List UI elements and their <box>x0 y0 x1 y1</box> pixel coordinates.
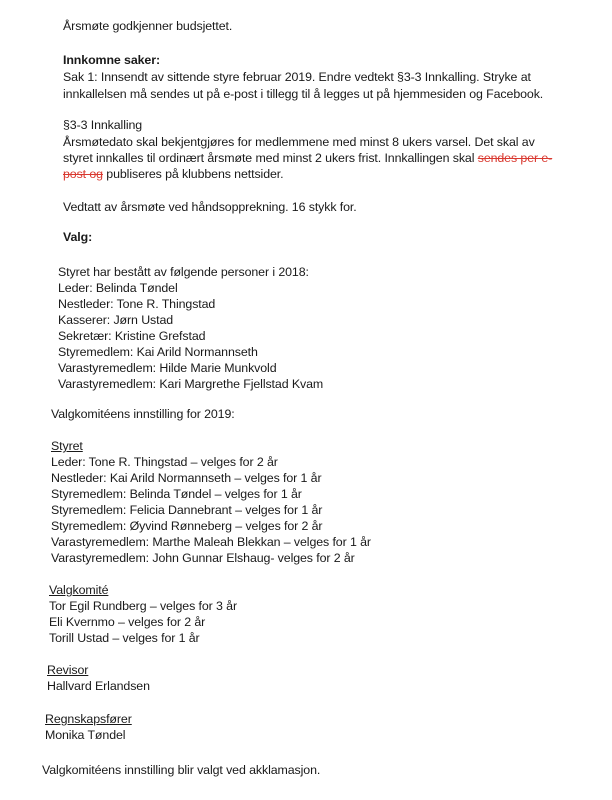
election-heading: Valg: <box>63 230 93 244</box>
valgkomite-member: Torill Ustad – velges for 1 år <box>49 631 200 645</box>
styret-member: Varastyremedlem: John Gunnar Elshaug- velges for 2 år <box>51 551 355 565</box>
styret-member: Nestleder: Kai Arild Normannseth – velges for 1 år <box>51 471 322 485</box>
election-conclusion: Valgkomitéens innstilling blir valgt ved akklamasjon. <box>42 763 321 777</box>
bylaw-text-line-1: Årsmøtedato skal bekjentgjøres for medlemmene med minst 8 ukers varsel. Det skal av <box>63 135 535 149</box>
bylaw-text-line-3-rest: publiseres på klubbens nettsider. <box>102 167 284 181</box>
styret-member: Styremedlem: Øyvind Rønneberg – velges for 2 år <box>51 519 323 533</box>
budget-approval-text: Årsmøte godkjenner budsjettet. <box>63 19 233 33</box>
board-2018-member: Styremedlem: Kai Arild Normannseth <box>58 345 258 359</box>
valgkomite-heading: Valgkomité <box>49 583 109 597</box>
struck-text-part-2: post og <box>63 167 103 181</box>
board-2018-member: Leder: Belinda Tøndel <box>58 281 178 295</box>
regnskapsforer-heading: Regnskapsfører <box>45 712 132 726</box>
styret-member: Styremedlem: Felicia Dannebrant – velges for 1 år <box>51 503 323 517</box>
styret-member: Varastyremedlem: Marthe Maleah Blekkan – velges for 1 år <box>51 535 371 549</box>
bylaw-text-line-3 <box>63 166 283 182</box>
committee-recommendation-intro: Valgkomitéens innstilling for 2019: <box>51 407 235 421</box>
valgkomite-member: Eli Kvernmo – velges for 2 år <box>49 615 206 629</box>
revisor-heading: Revisor <box>47 663 89 677</box>
regnskapsforer-name: Monika Tøndel <box>45 728 126 742</box>
board-2018-member: Nestleder: Tone R. Thingstad <box>58 297 216 311</box>
decision-text: Vedtatt av årsmøte ved håndsopprekning. 16 stykk for. <box>63 200 357 214</box>
bylaw-text-line-2-main: styret innkalles til ordinært årsmøte med minst 2 ukers frist. Innkallingen skal <box>63 151 478 165</box>
bylaw-text-line-2 <box>63 150 552 166</box>
revisor-name: Hallvard Erlandsen <box>47 679 150 693</box>
valgkomite-member: Tor Egil Rundberg – velges for 3 år <box>49 599 237 613</box>
incoming-cases-heading: Innkomne saker: <box>63 53 160 67</box>
styret-member: Styremedlem: Belinda Tøndel – velges for 1 år <box>51 487 302 501</box>
board-2018-member: Varastyremedlem: Hilde Marie Munkvold <box>58 361 277 375</box>
case1-line-2: innkallelsen må sendes ut på e-post i tillegg til å legges ut på hjemmesiden og Facebook. <box>63 87 544 101</box>
board-2018-member: Sekretær: Kristine Grefstad <box>58 329 206 343</box>
bylaw-section-title: §3-3 Innkalling <box>63 118 143 132</box>
struck-text-part-1: sendes per e- <box>477 151 553 165</box>
board-2018-intro: Styret har bestått av følgende personer i 2018: <box>58 265 309 279</box>
styret-member: Leder: Tone R. Thingstad – velges for 2 år <box>51 455 278 469</box>
styret-heading: Styret <box>51 439 83 453</box>
board-2018-member: Varastyremedlem: Kari Margrethe Fjellstad Kvam <box>58 377 324 391</box>
case1-line-1: Sak 1: Innsendt av sittende styre februar 2019. Endre vedtekt §3-3 Innkalling. Stryke at <box>63 70 531 84</box>
board-2018-member: Kasserer: Jørn Ustad <box>58 313 174 327</box>
